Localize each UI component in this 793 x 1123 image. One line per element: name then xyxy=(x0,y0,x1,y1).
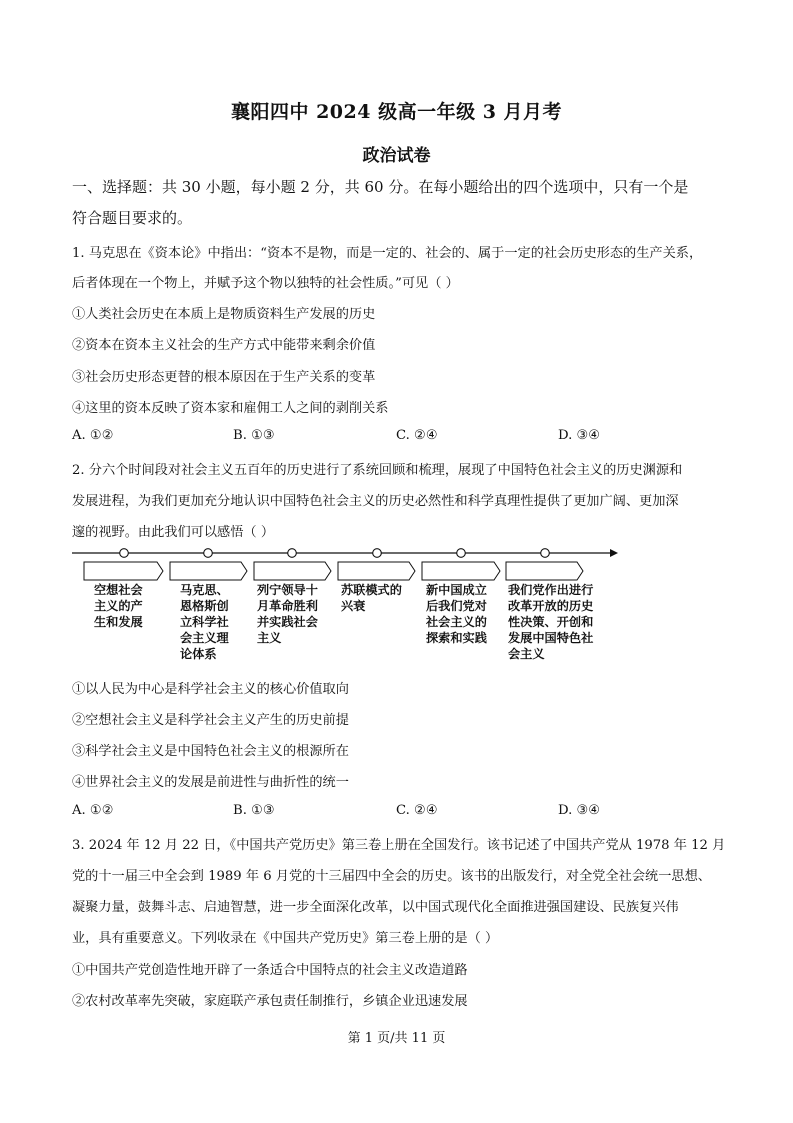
timeline-label-3: 列宁领导十 月革命胜利 并实践社会 主义 xyxy=(257,583,318,645)
timeline-label-5: 新中国成立 后我们党对 社会主义的 探索和实践 xyxy=(426,583,487,645)
q2-option-a: A. ①② xyxy=(72,803,114,818)
q1-statement-1: ①人类社会历史在本质上是物质资料生产发展的历史 xyxy=(72,307,376,322)
q3-stem-line-4: 业，具有重要意义。下列收录在《中国共产党历史》第三卷上册的是（ ） xyxy=(72,931,499,946)
q3-stem-line-3: 凝聚力量，鼓舞斗志、启迪智慧，进一步全面深化改革，以中国式现代化全面推进强国建设、民族复兴伟 xyxy=(72,900,679,915)
q3-statement-1: ①中国共产党创造性地开辟了一条适合中国特点的社会主义改造道路 xyxy=(72,963,468,978)
q1-option-d: D. ③④ xyxy=(558,428,601,443)
q1-option-b: B. ①③ xyxy=(233,428,275,443)
timeline-node-1 xyxy=(120,549,129,558)
section-instruction-line-2: 符合题目要求的。 xyxy=(72,209,193,227)
q2-option-c: C. ②④ xyxy=(396,803,438,818)
q1-stem-line-1: 1. 马克思在《资本论》中指出：“资本不是物，而是一定的、社会的、属于一定的社会历史形态的生产关系， xyxy=(72,246,703,261)
q1-statement-4: ④这里的资本反映了资本家和雇佣工人之间的剥削关系 xyxy=(72,401,389,416)
timeline-node-4 xyxy=(373,549,382,558)
q2-stem-line-2: 发展进程，为我们更加充分地认识中国特色社会主义的历史必然性和科学真理性提供了更加广阔、更加深 xyxy=(72,494,679,509)
timeline-figure xyxy=(70,544,622,584)
q3-stem-line-1: 3. 2024 年 12 月 22 日，《中国共产党历史》第三卷上册在全国发行。该书记述了中国共产党从 1978 年 12 月 xyxy=(72,838,726,853)
timeline-arrow-box-1 xyxy=(84,562,163,580)
timeline-node-2 xyxy=(204,549,213,558)
timeline-arrow-head xyxy=(610,549,618,557)
timeline-arrow-box-2 xyxy=(170,562,247,580)
q2-statement-3: ③科学社会主义是中国特色社会主义的根源所在 xyxy=(72,744,349,759)
q2-option-d: D. ③④ xyxy=(558,803,601,818)
timeline-arrow-box-5 xyxy=(422,562,500,580)
timeline-node-5 xyxy=(457,549,466,558)
timeline-label-1: 空想社会 主义的产 生和发展 xyxy=(94,583,143,629)
q2-statement-1: ①以人民为中心是科学社会主义的核心价值取向 xyxy=(72,682,349,697)
q1-option-a: A. ①② xyxy=(72,428,114,443)
timeline-node-6 xyxy=(541,549,550,558)
exam-title: 襄阳四中 2024 级高一年级 3 月月考 xyxy=(230,101,563,123)
q2-statement-4: ④世界社会主义的发展是前进性与曲折性的统一 xyxy=(72,775,349,790)
page-footer: 第 1 页/共 11 页 xyxy=(347,1031,446,1046)
q3-stem-line-2: 党的十一届三中全会到 1989 年 6 月党的十三届四中全会的历史。该书的出版发行，对全党全社会统一思想、 xyxy=(72,869,711,884)
q2-stem-line-3: 邃的视野。由此我们可以感悟（ ） xyxy=(72,525,275,540)
section-instruction-line-1: 一、选择题：共 30 小题，每小题 2 分，共 60 分。在每小题给出的四个选项中，只有一个是 xyxy=(72,178,689,196)
q2-stem-line-1: 2. 分六个时间段对社会主义五百年的历史进行了系统回顾和梳理，展现了中国特色社会主义的历史渊源和 xyxy=(72,463,683,478)
q2-statement-2: ②空想社会主义是科学社会主义产生的历史前提 xyxy=(72,713,349,728)
q1-statement-3: ③社会历史形态更替的根本原因在于生产关系的变革 xyxy=(72,370,376,385)
timeline-label-4: 苏联模式的 兴衰 xyxy=(341,583,402,613)
timeline-label-2: 马克思、 恩格斯创 立科学社 会主义理 论体系 xyxy=(180,583,229,661)
q1-option-c: C. ②④ xyxy=(396,428,438,443)
q2-option-b: B. ①③ xyxy=(233,803,275,818)
exam-subtitle: 政治试卷 xyxy=(362,146,431,166)
q1-statement-2: ②资本在资本主义社会的生产方式中能带来剩余价值 xyxy=(72,338,376,353)
q3-statement-2: ②农村改革率先突破，家庭联产承包责任制推行，乡镇企业迅速发展 xyxy=(72,994,468,1009)
timeline-label-6: 我们党作出进行 改革开放的历史 性决策、开创和 发展中国特色社 会主义 xyxy=(508,583,594,661)
q1-stem-line-2: 后者体现在一个物上，并赋予这个物以独特的社会性质。”可见（ ） xyxy=(72,276,459,291)
timeline-node-3 xyxy=(288,549,297,558)
timeline-arrow-box-4 xyxy=(338,562,415,580)
timeline-arrow-box-6 xyxy=(506,562,583,580)
timeline-arrow-box-3 xyxy=(254,562,331,580)
